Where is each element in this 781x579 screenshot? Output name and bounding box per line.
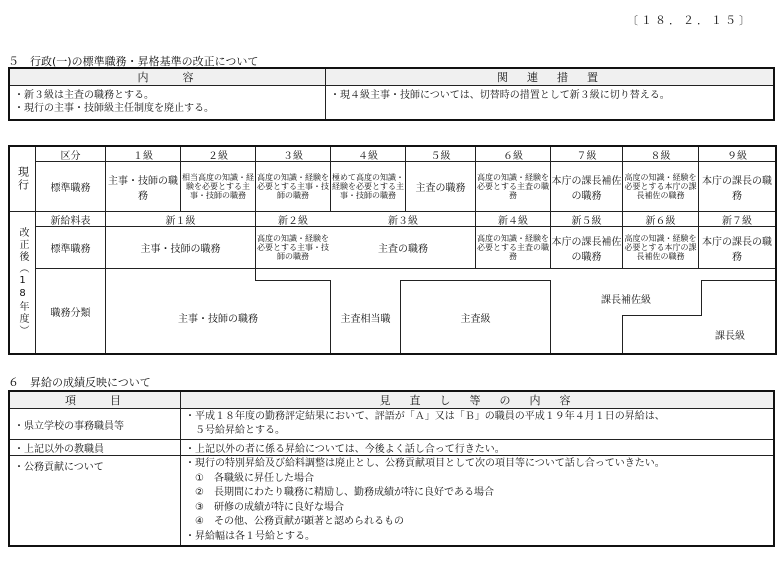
grade-4: ４級	[358, 150, 378, 162]
revised-label: 改正後（18年度）	[17, 227, 28, 337]
hyojun-label-new: 標準職務	[50, 244, 91, 255]
new-grade-5: 新５級	[571, 215, 602, 227]
sec6-content-3-4: ③ 研修の成績が特に良好な場合	[185, 501, 344, 513]
new-grade-7: 新７級	[722, 215, 752, 227]
sec6-table	[8, 390, 775, 547]
new-duty-6: 高度の知識・経験を必要とする本庁の課長補佐の職務	[624, 234, 697, 261]
new-duty-3: 主査の職務	[378, 244, 428, 255]
kubun-label: 区分	[60, 150, 81, 162]
current-label: 現行	[16, 166, 30, 192]
cur-duty-6: 高度の知識・経験を必要とする主査の職務	[477, 173, 549, 200]
cur-duty-1: 主事・技師の職務	[108, 175, 178, 202]
grade-structure-grid	[8, 145, 777, 355]
sec5-left-1: ・新３級は主査の職務とする。	[14, 90, 154, 101]
grade-7: ７級	[576, 150, 597, 162]
grade-2: ２級	[208, 150, 228, 162]
grade-9: ９級	[727, 150, 747, 162]
new-duty-2: 高度の知識・経験を必要とする主事・技師の職務	[257, 234, 329, 261]
bunrui-kacho-hosa: 課長補佐級	[601, 294, 651, 306]
cur-duty-7: 本庁の課長補佐の職務	[551, 175, 622, 202]
new-grade-4: 新４級	[498, 215, 528, 227]
grade-3: ３級	[283, 150, 303, 162]
sec6-head-right: 見 直 し 等 の 内 容	[181, 391, 775, 409]
sec6-item-3: ・公務貢献について	[9, 456, 181, 547]
new-duty-1: 主事・技師の職務	[140, 244, 221, 255]
grade-8: ８級	[650, 150, 671, 162]
section-6-title: ６ 昇給の成績反映について	[8, 376, 151, 389]
sec6-content-3-1: ・現行の特別昇給及び給料調整は廃止とし、公務貢献項目として次の項目等について話し合っていきたい。	[185, 458, 665, 469]
sec5-left-2: ・現行の主事・技師級主任制度を廃止する。	[14, 103, 214, 114]
cur-duty-4: 極めて高度の知識・経験を必要とする主事・技師の職務	[332, 173, 404, 200]
sec6-content-3-3: ② 長期間にわたり職務に精励し、勤務成績が特に良好である場合	[185, 487, 494, 498]
new-table-label: 新給料表	[50, 215, 91, 227]
bunrui-shusa: 主査級	[460, 313, 491, 325]
sec6-content-3-6: ・昇給幅は各１号給とする。	[185, 530, 315, 542]
new-grade-2: 新２級	[278, 215, 308, 227]
new-grade-3: 新３級	[388, 215, 418, 227]
new-grade-6: 新６級	[645, 215, 676, 227]
sec6-content-3-5: ④ その他、公務貢献が顕著と認められるもの	[185, 516, 404, 527]
bunrui-kacho: 課長級	[715, 331, 745, 342]
sec5-head-left: 内 容	[9, 68, 326, 86]
sec6-content-1-1: ・平成１８年度の勤務評定結果において、評語が「Ａ」又は「Ｂ」の職員の平成１９年４月１日の昇給は、	[185, 411, 665, 422]
new-grade-1: 新１級	[165, 215, 196, 227]
cur-duty-5: 主査の職務	[415, 183, 466, 194]
hyojun-label-current: 標準職務	[50, 183, 91, 194]
grade-1: １級	[133, 150, 153, 162]
bunrui-shuji: 主事・技師の職務	[178, 313, 258, 325]
sec5-head-right: 関 連 措 置	[326, 68, 775, 86]
document-date: 〔１８．２．１５〕	[627, 14, 753, 27]
cur-duty-3: 高度の知識・経験を必要とする主事・技師の職務	[257, 173, 329, 200]
sec6-content-1-2: ５号給昇給とする。	[185, 425, 285, 436]
sec6-content-3-2: ① 各職級に昇任した場合	[185, 472, 314, 484]
new-duty-4: 高度の知識・経験を必要とする主査の職務	[477, 234, 549, 261]
new-duty-5: 本庁の課長補佐の職務	[551, 236, 622, 263]
cur-duty-9: 本庁の課長の職務	[702, 175, 772, 202]
sec5-summary-table	[8, 67, 775, 121]
sec6-item-2: ・上記以外の教職員	[9, 440, 181, 456]
bunrui-shusa-soto: 主査相当職	[340, 313, 391, 325]
grade-6: ６級	[503, 150, 523, 162]
new-duty-7: 本庁の課長の職務	[702, 236, 772, 263]
section-5-title: ５ 行政(一)の標準職務・昇格基準の改正について	[8, 55, 259, 68]
cur-duty-2: 相当高度の知識・経験を必要とする主事・技師の職務	[182, 173, 254, 200]
shokumu-bunrui-label: 職務分類	[50, 307, 91, 319]
cur-duty-8: 高度の知識・経験を必要とする本庁の課長補佐の職務	[624, 173, 697, 200]
sec6-head-left: 項 目	[9, 391, 181, 409]
grade-5: ５級	[430, 150, 451, 162]
sec5-right-1: ・現４級主事・技師については、切替時の措置として新３級に切り替える。	[330, 90, 670, 101]
sec6-content-2-1: ・上記以外の者に係る昇給については、今後よく話し合って行きたい。	[181, 440, 775, 456]
sec6-item-1: ・県立学校の事務職員等	[9, 409, 181, 440]
